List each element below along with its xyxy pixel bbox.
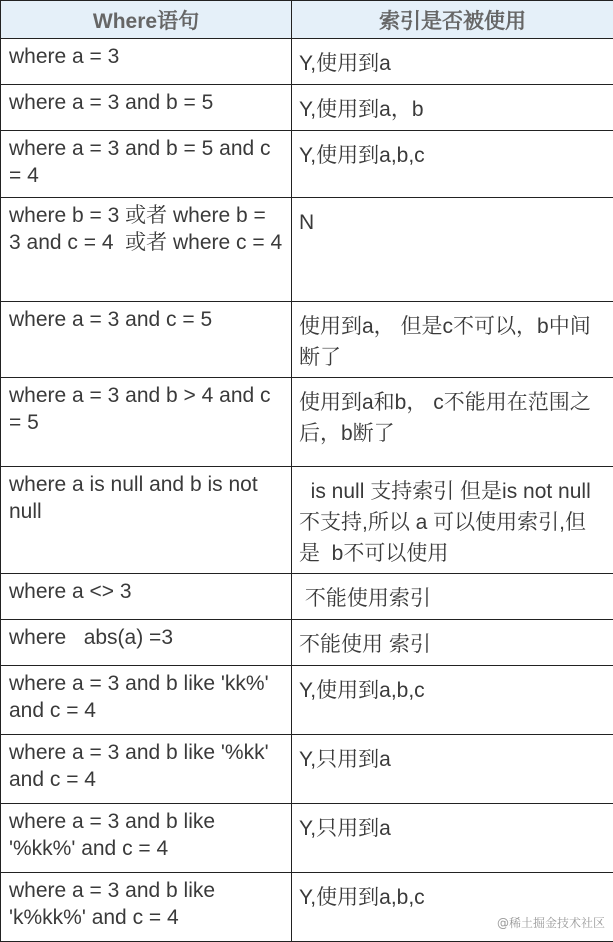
where-clause-cell: where a = 3 and b > 4 and c = 5	[1, 378, 292, 467]
where-clause-cell: where a = 3 and b like 'kk%' and c = 4	[1, 666, 292, 735]
table-row	[1, 39, 613, 85]
table-row	[1, 620, 613, 666]
table-row	[1, 804, 613, 873]
table-row	[1, 467, 613, 574]
index-usage-cell: Y,只用到a	[292, 735, 613, 804]
header-index-used: 索引是否被使用	[292, 1, 613, 39]
where-clause-cell: where a = 3 and b = 5	[1, 85, 292, 131]
where-clause-cell: where a = 3 and b like 'k%kk%' and c = 4	[1, 873, 292, 942]
table-header-row	[1, 1, 613, 39]
index-usage-cell: Y,使用到a	[292, 39, 613, 85]
table-row	[1, 131, 613, 198]
where-clause-cell: where a = 3 and b like '%kk' and c = 4	[1, 735, 292, 804]
where-clause-cell: where a <> 3	[1, 574, 292, 620]
where-clause-cell: where a = 3 and c = 5	[1, 302, 292, 378]
watermark-text: @稀土掘金技术社区	[495, 913, 607, 932]
index-usage-cell: 不能使用 索引	[292, 620, 613, 666]
index-usage-cell: Y,只用到a	[292, 804, 613, 873]
index-usage-cell: N	[292, 198, 613, 302]
index-usage-cell: Y,使用到a,b,c	[292, 666, 613, 735]
where-clause-cell: where a = 3 and b like '%kk%' and c = 4	[1, 804, 292, 873]
table-row	[1, 378, 613, 467]
where-clause-cell: where b = 3 或者 where b = 3 and c = 4 或者 where c = 4	[1, 198, 292, 302]
index-usage-cell: Y,使用到a，b	[292, 85, 613, 131]
header-where-clause: Where语句	[1, 1, 292, 39]
table-row	[1, 198, 613, 302]
index-usage-cell: 使用到a， 但是c不可以，b中间断了	[292, 302, 613, 378]
index-usage-cell: Y,使用到a,b,c	[292, 131, 613, 198]
where-clause-cell: where a = 3 and b = 5 and c = 4	[1, 131, 292, 198]
index-usage-cell: 不能使用索引	[292, 574, 613, 620]
table-row	[1, 666, 613, 735]
index-usage-cell: Y,使用到a,b,c	[292, 873, 613, 942]
table-row	[1, 302, 613, 378]
index-usage-cell: 使用到a和b， c不能用在范围之后，b断了	[292, 378, 613, 467]
where-clause-cell: where a is null and b is not null	[1, 467, 292, 574]
table-row	[1, 85, 613, 131]
index-usage-cell: is null 支持索引 但是is not null 不支持,所以 a 可以使用索引,但是 b不可以使用	[292, 467, 613, 574]
table-row	[1, 735, 613, 804]
table-row	[1, 574, 613, 620]
where-clause-cell: where a = 3	[1, 39, 292, 85]
where-clause-cell: where abs(a) =3	[1, 620, 292, 666]
